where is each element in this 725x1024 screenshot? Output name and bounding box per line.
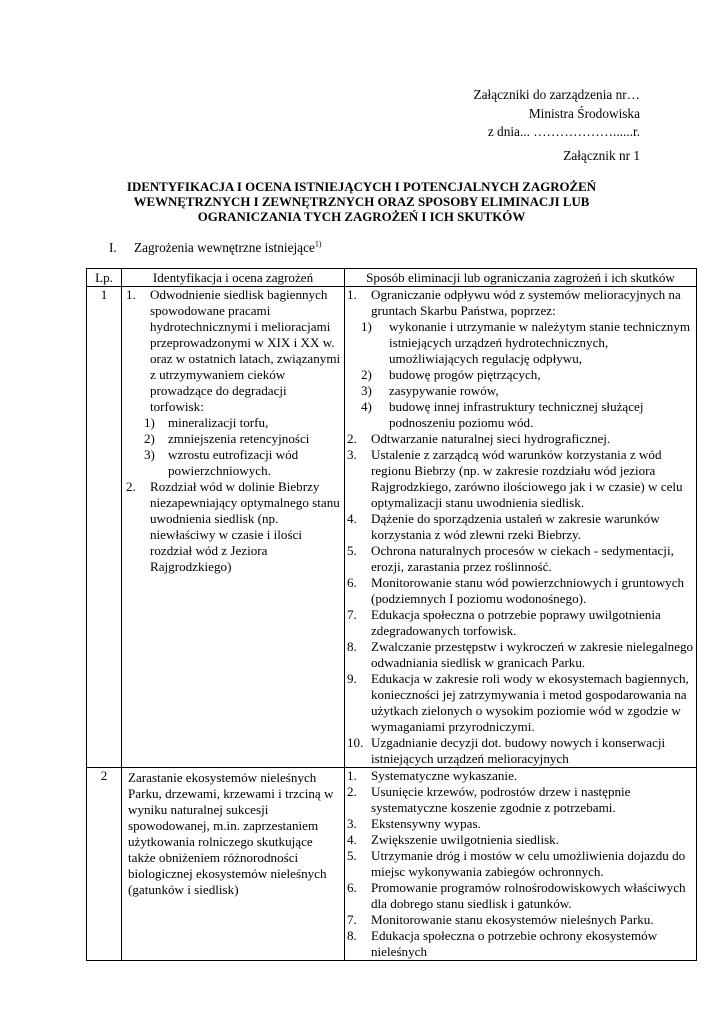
threats-table xyxy=(86,268,697,961)
item-number: 1. xyxy=(347,287,357,302)
measures-cell xyxy=(345,768,697,961)
item-text: Rozdział wód w dolinie Biebrzy niezapewniający optymalnego stanu uwodnienia siedlisk (np. niewłaściwy w czasie i ilości rozdział wód z Jeziora Rajgrodzkiego) xyxy=(150,479,340,574)
measure-item xyxy=(347,735,694,767)
subitem-number: 3) xyxy=(144,447,155,462)
item-number: 2. xyxy=(347,431,357,446)
item-text: Edukacja społeczna o potrzebie ochrony ekosystemów nieleśnych xyxy=(371,928,658,959)
footnote-marker: 1) xyxy=(314,239,322,249)
measures-list xyxy=(347,768,694,960)
item-text: Edukacja społeczna o potrzebie poprawy uwilgotnienia zdegradowanych torfowisk. xyxy=(371,607,661,638)
item-number: 6. xyxy=(347,880,357,895)
table-row xyxy=(87,768,697,961)
item-number: 8. xyxy=(347,639,357,654)
item-number: 5. xyxy=(347,848,357,863)
threats-cell xyxy=(122,768,345,961)
measure-subitem xyxy=(347,399,694,431)
subitem-text: budowę progów piętrzących, xyxy=(389,367,541,382)
item-text: Systematyczne wykaszanie. xyxy=(371,768,518,783)
item-number: 1. xyxy=(347,768,357,783)
measure-item xyxy=(347,639,694,671)
measure-item xyxy=(347,431,694,447)
header-line-2: Ministra Środowiska xyxy=(528,105,640,121)
subitem-number: 4) xyxy=(361,399,372,414)
item-text: Dążenie do sporządzenia ustaleń w zakresie warunków korzystania z wód zlewni rzeki Biebrzy. xyxy=(371,511,660,542)
measure-item xyxy=(347,768,694,784)
item-text: Utrzymanie dróg i mostów w celu umożliwienia dojazdu do miejsc wykonywania zabiegów ochronnych. xyxy=(371,848,686,879)
threat-text: Zarastanie ekosystemów nieleśnych Parku, drzewami, krzewami i trzciną w wyniku naturalnej sukcesji spowodowanej, m.in. zaprzestaniem użytkowania rolniczego skutkujące także obniżeniem różnorodności biologicznej ekosystemów nieleśnych (gatunków i siedlisk) xyxy=(128,770,334,897)
subitem-text: zasypywanie rowów, xyxy=(389,383,499,398)
item-text: Ekstensywny wypas. xyxy=(371,816,481,831)
subitem-text: mineralizacji torfu, xyxy=(168,415,269,430)
table-header-row xyxy=(87,269,697,287)
threat-item xyxy=(124,287,342,415)
item-text: Usunięcie krzewów, podrostów drzew i następnie systematyczne koszenie zgodnie z potrzebami. xyxy=(371,784,631,815)
threat-subitem xyxy=(124,447,342,479)
threats-cell xyxy=(122,287,345,768)
item-text: Zwalczanie przestępstw i wykroczeń w zakresie nielegalnego odwadniania siedlisk w granicach Parku. xyxy=(371,639,694,670)
subitem-text: budowę innej infrastruktury technicznej służącej podnoszeniu poziomu wód. xyxy=(389,399,644,430)
threat-subitem xyxy=(124,431,342,447)
measure-item xyxy=(347,671,694,735)
subitem-text: wykonanie i utrzymanie w należytym stanie technicznym istniejących urządzeń hydrotechnicznych, umożliwiających regulację odpływu, xyxy=(389,319,691,366)
item-number: 4. xyxy=(347,511,357,526)
measures-cell xyxy=(345,287,697,768)
item-number: 2. xyxy=(126,479,136,494)
item-number: 9. xyxy=(347,671,357,686)
header-line-1: Załączniki do zarządzenia nr… xyxy=(473,87,640,102)
measures-list xyxy=(347,287,694,767)
subitem-number: 1) xyxy=(144,415,155,430)
item-number: 5. xyxy=(347,543,357,558)
item-number: 7. xyxy=(347,912,357,927)
measure-item xyxy=(347,511,694,543)
subitem-text: wzrostu eutrofizacji wód powierzchniowych. xyxy=(168,447,299,478)
row-number: 2 xyxy=(87,768,122,961)
threat-item xyxy=(126,479,342,575)
subitem-number: 1) xyxy=(361,319,372,334)
subitem-number: 3) xyxy=(361,383,372,398)
item-number: 6. xyxy=(347,575,357,590)
subitem-number: 2) xyxy=(361,367,372,382)
item-number: 1. xyxy=(126,287,136,302)
measure-item xyxy=(347,832,694,848)
measure-item xyxy=(347,607,694,639)
document-header xyxy=(474,86,640,142)
item-number: 4. xyxy=(347,832,357,847)
table-row xyxy=(87,287,697,768)
threat-subitem xyxy=(124,415,342,431)
item-text: Monitorowanie stanu ekosystemów nieleśnych Parku. xyxy=(371,912,654,927)
item-text: Ochrona naturalnych procesów w ciekach - sedymentacji, erozji, zarastania przez roślinność. xyxy=(371,543,674,574)
item-text: Monitorowanie stanu wód powierzchniowych i gruntowych (podziemnych I poziomu wodonośnego). xyxy=(371,575,685,606)
document-title: IDENTYFIKACJA I OCENA ISTNIEJĄCYCH I POTENCJALNYCH ZAGROŻEŃ WEWNĘTRZNYCH I ZEWNĘTRZNYCH ORAZ SPOSOBY ELIMINACJI LUB OGRANICZANIA TYCH ZAGROŻEŃ I ICH SKUTKÓW xyxy=(126,180,597,224)
measure-item xyxy=(347,848,694,880)
item-number: 3. xyxy=(347,447,357,462)
measure-subitem xyxy=(347,319,694,367)
item-number: 7. xyxy=(347,607,357,622)
item-text: Ustalenie z zarządcą wód warunków korzystania z wód regionu Biebrzy (np. w zakresie rozdziału wód jeziora Rajgrodzkiego, zarówno ilościowego jak i w czasie) w celu optymalizacji stanu uwodnienia siedlisk. xyxy=(371,447,683,510)
measure-item xyxy=(347,784,694,816)
item-text: Ograniczanie odpływu wód z systemów melioracyjnych na gruntach Skarbu Państwa, poprzez: xyxy=(371,287,681,318)
measure-item xyxy=(347,287,694,319)
measure-subitem xyxy=(347,367,694,383)
subitem-number: 2) xyxy=(144,431,155,446)
item-text: Odtwarzanie naturalnej sieci hydrograficznej. xyxy=(371,431,611,446)
item-number: 3. xyxy=(347,816,357,831)
section-text: Zagrożenia wewnętrzne istniejące xyxy=(134,240,315,255)
item-text: Odwodnienie siedlisk bagiennych spowodowane pracami hydrotechnicznymi i melioracjami przeprowadzonymi w XIX i XX w. oraz w ostatnich latach, związanymi z utrzymywaniem cieków prowadzące do degradacji torfowisk: xyxy=(150,287,341,414)
header-line-3: z dnia... ………………......r. xyxy=(487,124,640,139)
item-number: 2. xyxy=(347,784,357,799)
measure-item xyxy=(347,928,694,960)
header-measures: Sposób eliminacji lub ograniczania zagrożeń i ich skutków xyxy=(345,269,697,287)
item-number: 8. xyxy=(347,928,357,943)
measure-item xyxy=(347,880,694,912)
section-number: I. xyxy=(109,240,117,255)
header-lp: Lp. xyxy=(87,269,122,287)
row-number: 1 xyxy=(87,287,122,768)
subitem-text: zmniejszenia retencyjności xyxy=(168,431,310,446)
item-number: 10. xyxy=(347,735,364,750)
measure-item xyxy=(347,575,694,607)
item-text: Uzgadnianie decyzji dot. budowy nowych i konserwacji istniejących urządzeń melioracyjnych xyxy=(371,735,666,766)
item-text: Edukacja w zakresie roli wody w ekosystemach bagiennych, konieczności jej zatrzymywania i metod gospodarowania na użytkach zielonych o wysokim poziomie wód w zgodzie w wymaganiami przyrodniczymi. xyxy=(371,671,689,734)
annex-label: Załącznik nr 1 xyxy=(563,148,640,163)
item-text: Zwiększenie uwilgotnienia siedlisk. xyxy=(371,832,559,847)
item-text: Promowanie programów rolnośrodowiskowych właściwych dla dobrego stanu siedlisk i gatunków. xyxy=(371,880,686,911)
measure-subitem xyxy=(347,383,694,399)
measure-item xyxy=(347,543,694,575)
measure-item xyxy=(347,816,694,832)
measure-item xyxy=(347,912,694,928)
threats-list xyxy=(124,287,342,575)
header-threats: Identyfikacja i ocena zagrożeń xyxy=(122,269,345,287)
section-heading xyxy=(109,240,322,256)
measure-item xyxy=(347,447,694,511)
